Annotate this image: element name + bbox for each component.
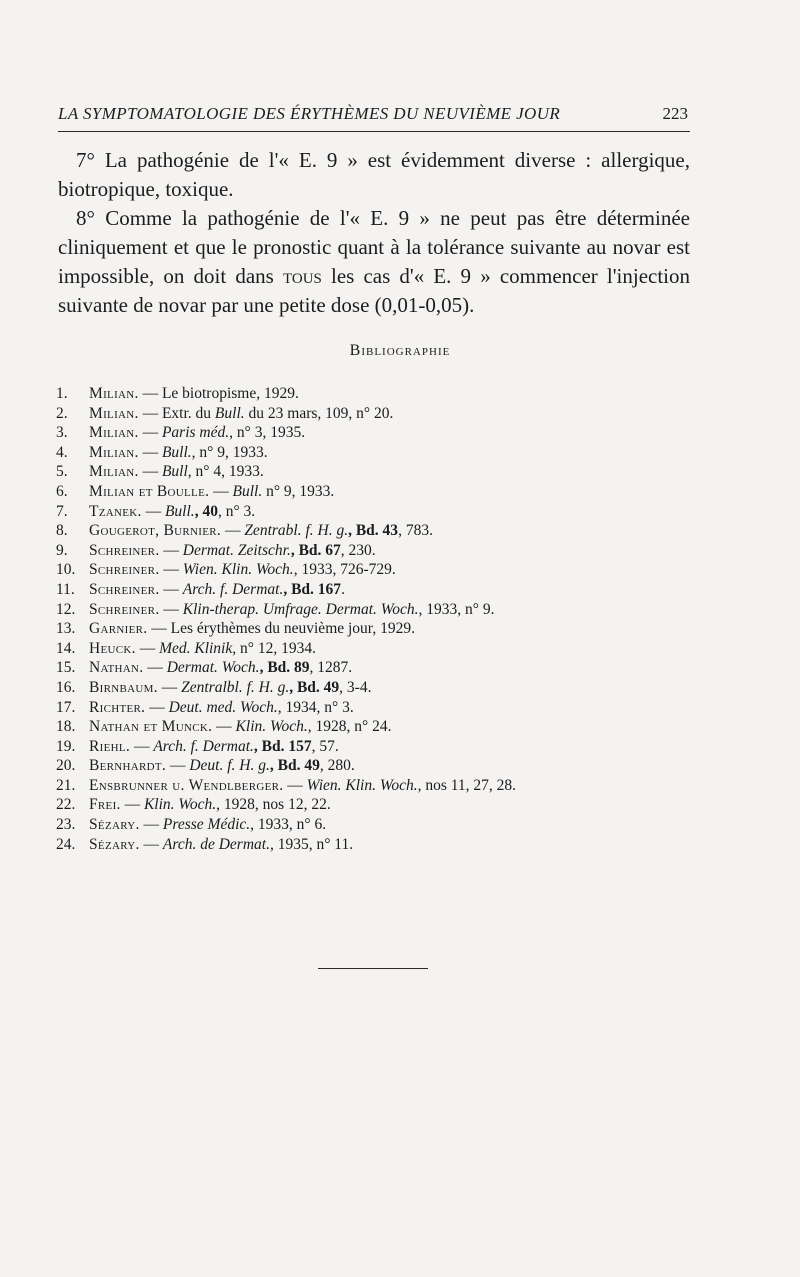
entry-journal: Deut. f. H. g. [189,757,270,775]
entry-number: 21. [56,776,76,794]
entry-author: Milian. [89,404,139,422]
entry-separator: — [141,502,165,520]
entry-author: Milian. [89,463,139,481]
entry-number: 9. [56,541,68,559]
bibliography-entry [56,482,716,502]
entry-details: , nos 11, 27, 28. [417,776,517,794]
entry-details: , 1933, n° 6. [250,816,327,834]
entry-author: Schreiner. [89,600,160,618]
entry-number: 6. [56,482,68,500]
entry-volume: , Bd. 49 [289,678,340,696]
bibliography-entry [56,678,716,698]
entry-separator: — [138,463,162,481]
entry-number: 13. [56,620,76,638]
entry-number: 18. [56,718,76,736]
entry-text: Extr. du [161,404,215,422]
running-header [58,104,688,124]
entry-number: 2. [56,404,68,422]
entry-journal: Bull. [232,482,263,500]
entry-details: , n° 12, 1934. [232,639,316,657]
entry-author: Ensbrunner u. Wendlberger. [89,776,284,794]
entry-journal: Zentralbl. f. H. g. [181,678,290,696]
entry-text: Les érythèmes du neuvième jour, 1929. [170,620,415,638]
entry-details: , n° 4, 1933. [187,463,264,481]
entry-volume: , Bd. 157 [253,737,312,755]
bibliography-entry [56,423,716,443]
entry-details: n° 9, 1933. [262,482,335,500]
entry-journal: Wien. Klin. Woch. [182,561,294,579]
entry-journal: Dermat. Woch. [166,659,260,677]
entry-author: Nathan. [89,659,144,677]
bibliography-entry [56,737,716,757]
entry-volume: , Bd. 167 [283,580,342,598]
bibliography-entry [56,835,716,855]
entry-separator: — [130,737,154,755]
bibliography-entry [56,600,716,620]
entry-volume: , Bd. 67 [290,541,341,559]
bibliography-title: Bibliographie [349,342,451,359]
bibliography-entry [56,658,716,678]
bibliography-entry [56,462,716,482]
header-rule [58,131,690,132]
entry-author: Riehl. [89,737,131,755]
bibliography-entry [56,404,716,424]
bibliography-entry [56,384,716,404]
entry-separator: — [143,659,167,677]
entry-journal: Zentrabl. f. H. g. [244,522,349,540]
entry-author: Nathan et Munck. [89,718,213,736]
entry-number: 3. [56,424,68,442]
paragraph-text: La pathogénie de l'« E. 9 » est évidemment diverse : allergique, biotropique, toxique. [58,148,691,201]
entry-separator: — [283,776,307,794]
entry-separator: — [159,600,183,618]
entry-author: Sézary. [89,835,140,853]
entry-number: 20. [56,757,76,775]
entry-volume: , Bd. 43 [348,522,399,540]
bibliography-entry [56,619,716,639]
entry-number: 11. [56,580,75,598]
entry-details: , 1934, n° 3. [277,698,354,716]
entry-number: 17. [56,698,76,716]
entry-separator: — [139,816,163,834]
entry-author: Milian et Boulle. [89,482,210,500]
entry-number: 5. [56,463,68,481]
paragraph-number: 8° [76,206,95,230]
bibliography-entry [56,717,716,737]
page-number: 223 [662,104,688,123]
bibliography-entry [56,521,716,541]
entry-author: Gougerot, Burnier. [89,522,222,540]
entry-details: , 1928, nos 12, 22. [216,796,331,814]
entry-separator: — [138,424,162,442]
bibliography-entry [56,776,716,796]
entry-journal: Wien. Klin. Woch. [306,776,418,794]
entry-journal: Paris méd. [161,424,230,442]
entry-details: , 1933, 726-729. [293,561,396,579]
entry-details: , n° 3. [217,502,256,520]
entry-separator: — [147,620,171,638]
entry-number: 12. [56,600,76,618]
entry-journal: Arch. f. Dermat. [182,580,284,598]
entry-number: 8. [56,522,68,540]
entry-separator: — [139,835,163,853]
entry-separator: — [120,796,144,814]
entry-author: Schreiner. [89,580,160,598]
entry-author: Milian. [89,385,139,402]
entry-separator: — [209,482,233,500]
entry-text: Le biotropisme, 1929. [161,385,299,402]
entry-separator: — [135,639,160,657]
entry-details: . [341,580,345,598]
paragraph-8 [58,204,690,320]
bibliography-entry [56,502,716,522]
bibliography-entry [56,698,716,718]
running-title: LA SYMPTOMATOLOGIE DES ÉRYTHÈMES DU NEUVIÈME JOUR [58,104,561,123]
bibliography-entry [56,815,716,835]
entry-number: 10. [56,561,76,579]
entry-volume: , 40 [194,502,218,520]
paragraph-text: les cas d'« E. 9 » commencer l'injection suivante de novar par une petite dose (0,01-0,05). [58,264,691,317]
entry-author: Richter. [89,698,146,716]
entry-details: , 280. [319,757,355,775]
entry-separator: — [166,757,190,775]
bibliography-entry [56,580,716,600]
entry-details: du 23 mars, 109, n° 20. [244,404,394,422]
emphasis-word: tous [282,264,322,288]
entry-author: Frei. [89,796,121,814]
entry-separator: — [138,404,162,422]
entry-details: , 1928, n° 24. [307,718,392,736]
entry-number: 15. [56,659,76,677]
entry-separator: — [138,443,162,461]
entry-journal: Presse Médic. [162,816,251,834]
entry-number: 14. [56,639,76,657]
entry-separator: — [212,718,236,736]
entry-details: , 230. [340,541,376,559]
entry-details: , 1933, n° 9. [418,600,495,618]
entry-details: , n° 9, 1933. [191,443,268,461]
bibliography-entry [56,541,716,561]
entry-separator: — [159,580,183,598]
entry-journal: Klin-therap. Umfrage. Dermat. Woch. [182,600,419,618]
entry-journal: Deut. med. Woch. [168,698,278,716]
entry-details: , 57. [311,737,339,755]
bibliography-list [56,384,716,854]
entry-number: 24. [56,835,76,853]
entry-author: Bernhardt. [89,757,167,775]
entry-journal: Bull. [161,443,192,461]
entry-number: 23. [56,816,76,834]
entry-author: Heuck. [89,639,136,657]
entry-number: 1. [56,385,68,402]
entry-volume: , Bd. 89 [259,659,310,677]
entry-details: , 783. [398,522,433,540]
paragraph-number: 7° [76,148,95,172]
entry-author: Milian. [89,443,139,461]
entry-number: 4. [56,443,68,461]
entry-number: 16. [56,678,76,696]
body-text [58,146,690,320]
paragraph-7 [58,146,690,204]
entry-details: , 3-4. [339,678,372,696]
entry-details: , 1287. [309,659,353,677]
entry-journal: Arch. de Dermat. [162,835,270,853]
entry-separator: — [157,678,182,696]
entry-author: Tzanek. [89,502,142,520]
entry-number: 7. [56,502,68,520]
entry-number: 19. [56,737,76,755]
entry-volume: , Bd. 49 [269,757,320,775]
entry-author: Sézary. [89,816,140,834]
entry-journal: Med. Klinik [159,639,233,657]
bibliography-entry [56,639,716,659]
entry-separator: — [145,698,169,716]
entry-author: Garnier. [89,620,148,638]
entry-details: , 1935, n° 11. [269,835,354,853]
entry-separator: — [159,561,183,579]
entry-details: , n° 3, 1935. [229,424,306,442]
paragraph-text: Comme la pathogénie de l'« E. 9 » ne peut pas être déterminée cliniquement et que le pronostic quant à la tolérance suivante au novar est impossible, on doit dans [58,206,690,288]
entry-journal: Klin. Woch. [143,796,217,814]
entry-author: Schreiner. [89,561,160,579]
entry-journal: Bull. [164,502,195,520]
entry-separator: — [221,522,245,540]
entry-number: 22. [56,796,76,814]
entry-separator: — [159,541,183,559]
entry-author: Milian. [89,424,139,442]
bibliography-entry [56,443,716,463]
entry-journal: Bull [161,463,188,481]
entry-author: Schreiner. [89,541,160,559]
entry-separator: — [138,385,162,402]
entry-journal: Dermat. Zeitschr. [182,541,291,559]
entry-journal: Bull. [214,404,245,422]
end-rule [318,968,428,969]
bibliography-entry [56,795,716,815]
entry-journal: Klin. Woch. [235,718,308,736]
bibliography-entry [56,756,716,776]
entry-author: Birnbaum. [89,678,158,696]
entry-journal: Arch. f. Dermat. [153,737,254,755]
bibliography-entry [56,560,716,580]
